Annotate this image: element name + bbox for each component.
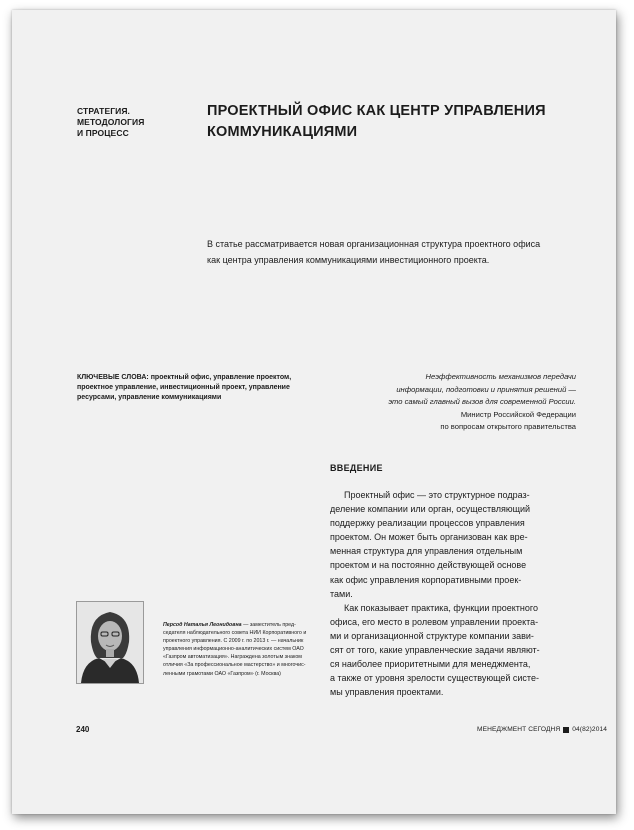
section-label-line: МЕТОДОЛОГИЯ (77, 117, 145, 127)
body-line: Как показывает практика, функции проектного (344, 602, 538, 613)
body-line: сят от того, какие управленческие задачи являют- (330, 645, 540, 656)
body-line: ми и организационной структуре компании зави- (330, 630, 534, 641)
body-line: проектом и на постоянно действующей основе (330, 560, 527, 571)
section-label-line: И ПРОЦЕСС (77, 128, 129, 138)
keywords-line-1 (77, 373, 312, 383)
section-label-line: СТРАТЕГИЯ. (77, 106, 131, 116)
journal-issue: 04(82)2014 (572, 726, 607, 733)
intro-body (330, 488, 592, 699)
author-portrait-icon (77, 602, 143, 683)
bio-line: отличия «За профессиональное мастерство» и многочис- (163, 662, 306, 669)
author-photo (76, 601, 144, 684)
body-line: менная структура для управления отдельным (330, 546, 523, 557)
epigraph (320, 371, 576, 434)
keywords (77, 373, 312, 403)
body-line: ся наиболее приоритетными для менеджмента, (330, 659, 531, 670)
keywords-label: КЛЮЧЕВЫЕ СЛОВА: (77, 374, 149, 381)
article-title (207, 101, 587, 143)
body-line: деление компании или орган, осуществляющий (330, 504, 531, 515)
keywords-text: проектный офис, управление проектом, (150, 374, 292, 381)
epigraph-attribution-line: по вопросам открытого правительства (440, 422, 576, 431)
body-line: как офис управления корпоративными проек- (330, 574, 522, 585)
body-line: проектом. Он может быть организован как вре- (330, 532, 528, 543)
author-name: Персод Наталья Леонидовна (163, 622, 242, 628)
bio-line: управления информационно-аналитических систем ОАО (163, 646, 304, 653)
bio-line: седателя наблюдательного совета НИИ Корпоративного и (163, 630, 307, 637)
title-line: ПРОЕКТНЫЙ ОФИС КАК ЦЕНТР УПРАВЛЕНИЯ (207, 103, 546, 119)
body-line: мы управления проектами. (330, 687, 444, 698)
keywords-line: проектное управление, инвестиционный проект, управление (77, 384, 290, 391)
epigraph-quote-line: это самый главный вызов для современной России. (388, 397, 576, 406)
square-separator-icon (563, 727, 569, 733)
body-line: офиса, его место в ролевом управлении проекта- (330, 616, 539, 627)
page-number: 240 (76, 725, 90, 734)
abstract-line: В статье рассматривается новая организационная структура проектного офиса (207, 239, 541, 249)
bio-first-line (163, 621, 318, 629)
keywords-line: ресурсами, управление коммуникациями (77, 394, 222, 401)
journal-footer (477, 726, 607, 733)
bio-line: ленными грамотами ОАО «Газпром» (г. Москва) (163, 670, 281, 677)
body-line: тами. (330, 588, 353, 599)
epigraph-quote-line: Неэффективность механизмов передачи (425, 372, 576, 381)
body-line: а также от уровня зрелости существующей систе- (330, 673, 539, 684)
title-line: КОММУНИКАЦИЯМИ (207, 124, 358, 140)
author-bio (163, 621, 318, 678)
bio-line: проектного управления. С 2009 г. по 2013 г. — начальник (163, 638, 304, 645)
epigraph-quote-line: информации, подготовки и принятия решений — (396, 384, 576, 394)
epigraph-attribution-line: Министр Российской Федерации (460, 409, 576, 419)
abstract-line: как центра управления коммуникациями инвестиционного проекта. (207, 255, 490, 265)
bio-line: — заместитель пред- (243, 622, 296, 628)
body-line: поддержку реализации процессов управления (330, 518, 525, 529)
section-label (77, 106, 187, 139)
abstract (207, 236, 592, 268)
journal-name: МЕНЕДЖМЕНТ СЕГОДНЯ (477, 726, 561, 733)
intro-heading: ВВЕДЕНИЕ (330, 463, 383, 473)
bio-line: «Газпром автоматизация». Награждена золотым знаком (163, 654, 302, 661)
body-line: Проектный офис — это структурное подраз- (344, 490, 530, 500)
